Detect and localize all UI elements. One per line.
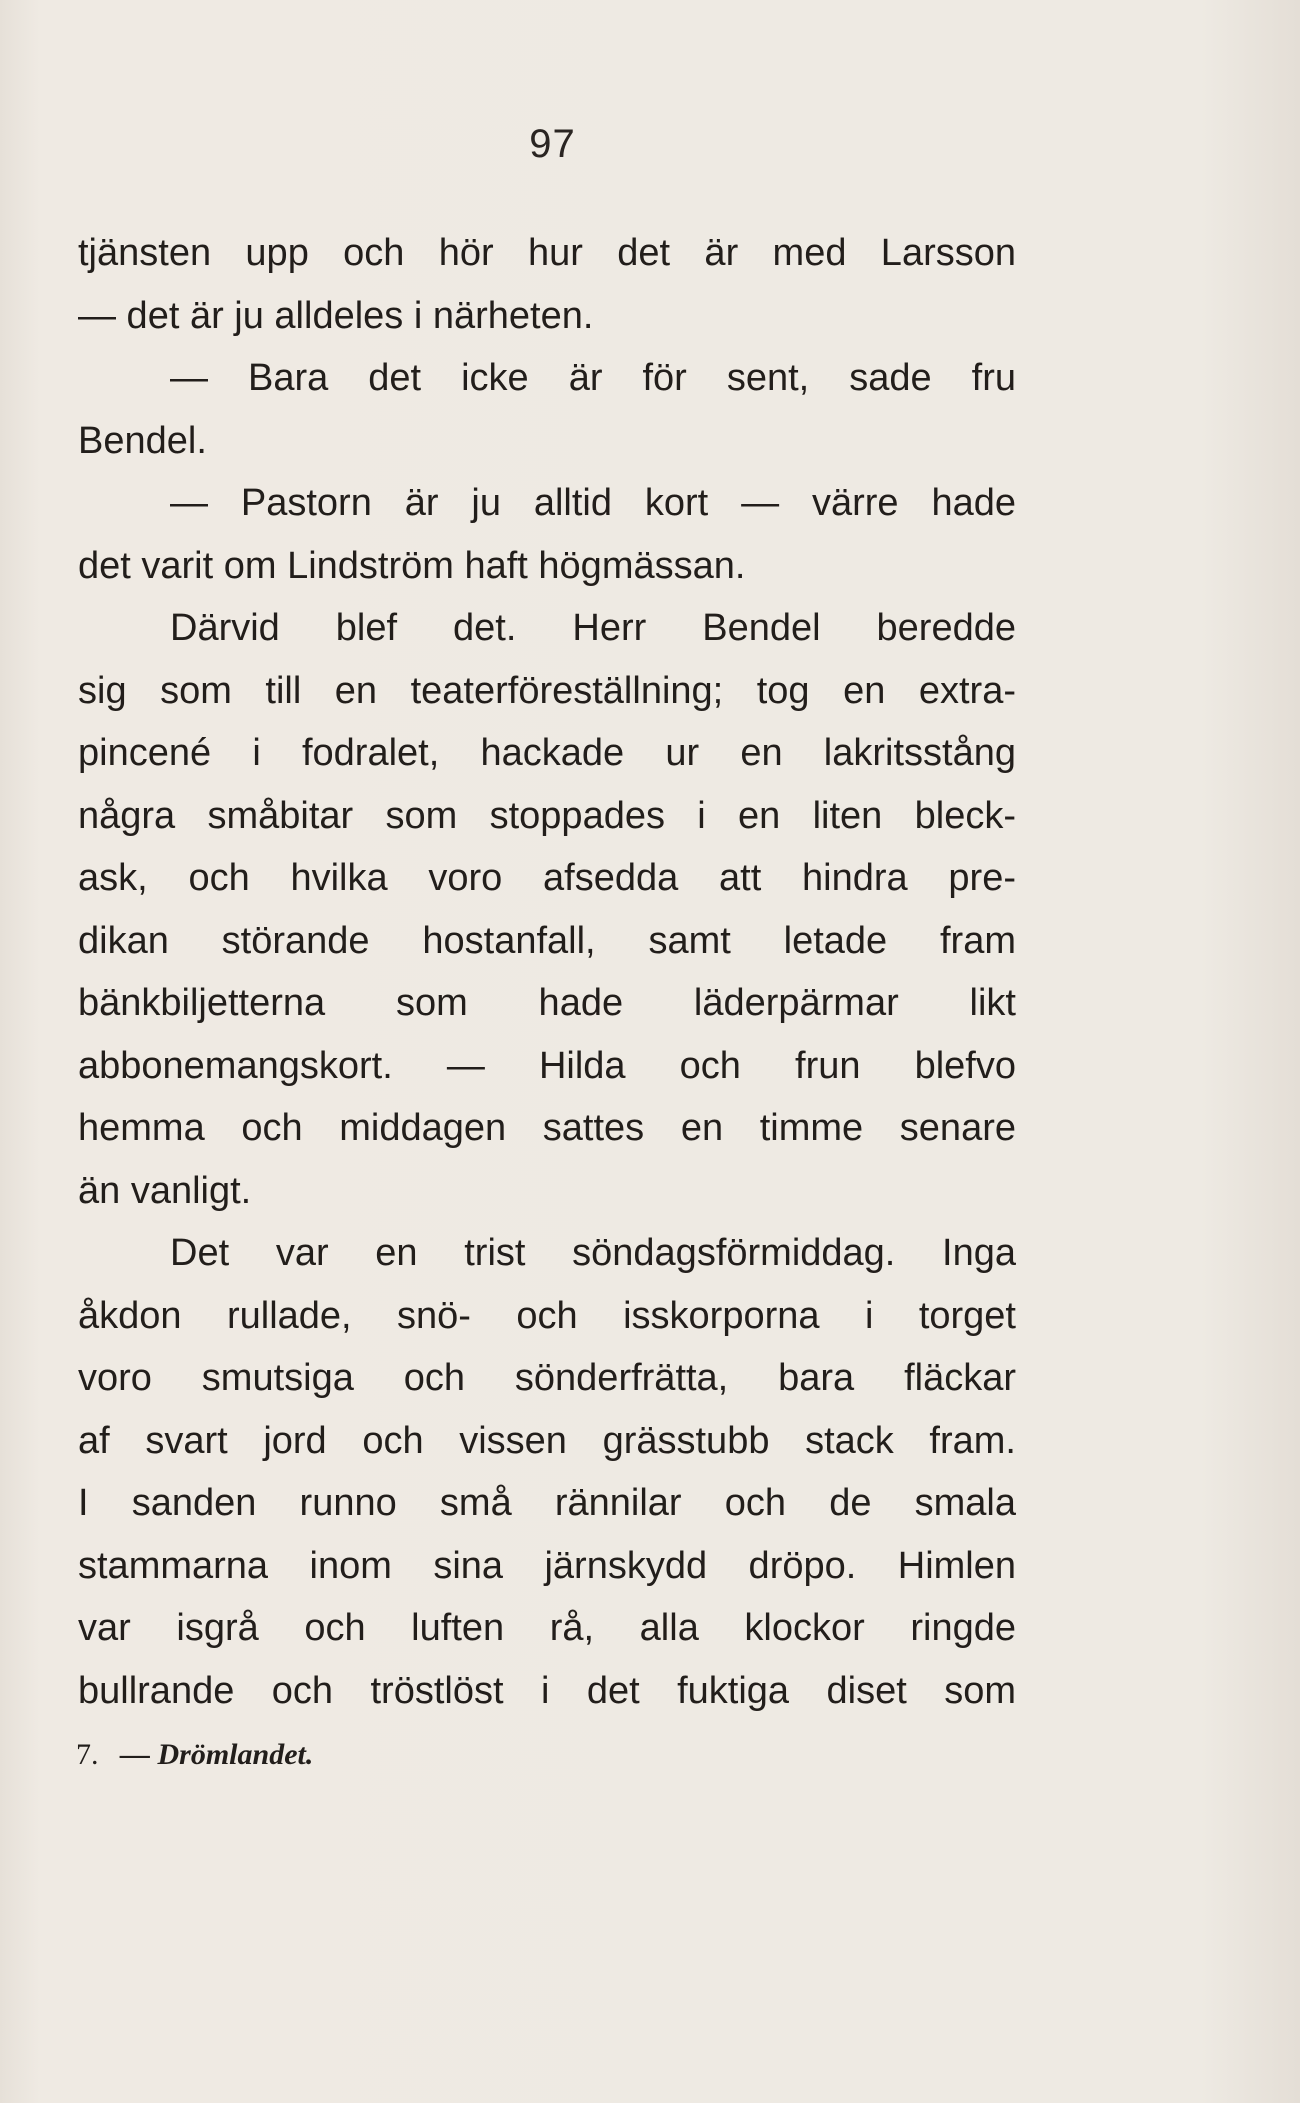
text-line: några småbitar som stoppades i en liten bleck-: [78, 794, 1016, 837]
page-number: 97: [529, 122, 576, 166]
text-line: Bendel.: [78, 419, 207, 462]
signature-sheet-number: 7.: [76, 1738, 99, 1771]
printer-signature: [76, 1738, 313, 1772]
text-line: Det var en trist söndagsförmiddag. Inga: [170, 1232, 1016, 1274]
text-line: sig som till en teaterföreställning; tog en extra-: [78, 669, 1016, 712]
text-line: — det är ju alldeles i närheten.: [78, 294, 594, 337]
text-line: af svart jord och vissen grässtubb stack fram.: [78, 1419, 1016, 1462]
text-line: stammarna inom sina järnskydd dröpo. Himlen: [78, 1544, 1016, 1587]
body-text: [78, 222, 1016, 1722]
text-line: tjänsten upp och hör hur det är med Larsson: [78, 232, 1016, 274]
text-line: pincené i fodralet, hackade ur en lakritsstång: [78, 732, 1016, 774]
text-line: hemma och middagen sattes en timme senare: [78, 1107, 1016, 1149]
text-line: abbonemangskort. — Hilda och frun blefvo: [78, 1044, 1016, 1087]
text-line: — Pastorn är ju alltid kort — värre hade: [170, 482, 1016, 524]
text-line: bullrande och tröstlöst i det fuktiga diset som: [78, 1669, 1016, 1712]
text-line: ask, och hvilka voro afsedda att hindra pre-: [78, 857, 1016, 899]
text-line: — Bara det icke är för sent, sade fru: [170, 357, 1016, 399]
text-line: var isgrå och luften rå, alla klockor ringde: [78, 1607, 1016, 1649]
signature-title: — Drömlandet.: [120, 1738, 314, 1771]
text-line: I sanden runno små rännilar och de smala: [78, 1482, 1016, 1524]
text-line: bänkbiljetterna som hade läderpärmar likt: [78, 982, 1016, 1024]
text-line: det varit om Lindström haft högmässan.: [78, 544, 746, 587]
text-line: åkdon rullade, snö- och isskorporna i torget: [78, 1294, 1016, 1337]
text-line: dikan störande hostanfall, samt letade fram: [78, 919, 1016, 962]
text-line: voro smutsiga och sönderfrätta, bara fläckar: [78, 1357, 1016, 1399]
text-line: än vanligt.: [78, 1169, 252, 1212]
text-line: Därvid blef det. Herr Bendel beredde: [170, 607, 1016, 649]
